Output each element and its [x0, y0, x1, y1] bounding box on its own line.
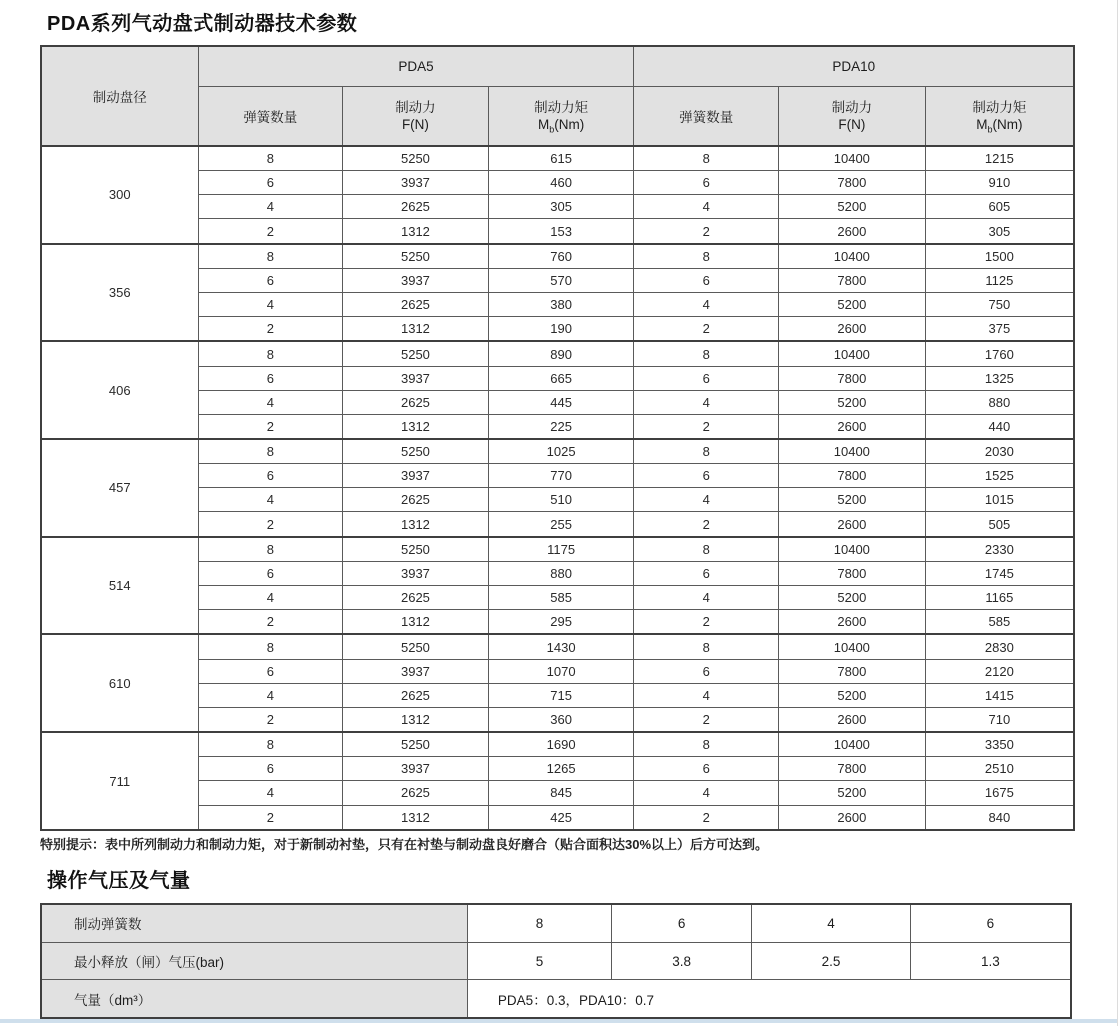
- value-cell: 6: [634, 366, 779, 390]
- table-row: [41, 980, 1071, 1018]
- value-cell: 2120: [925, 659, 1074, 683]
- value-cell: 6: [910, 904, 1071, 942]
- value-cell: 6: [198, 464, 343, 488]
- value-cell: 1015: [925, 488, 1074, 512]
- value-cell: 4: [634, 195, 779, 219]
- value-cell: 760: [488, 244, 634, 269]
- diameter-cell: 711: [41, 732, 198, 830]
- value-cell: 10400: [779, 341, 926, 366]
- value-cell: 615: [488, 146, 634, 171]
- value-cell: 4: [634, 293, 779, 317]
- value-cell: 2: [634, 805, 779, 830]
- spec-row: [41, 732, 1074, 757]
- value-cell: 360: [488, 707, 634, 732]
- value-cell: 10400: [779, 146, 926, 171]
- value-cell: 2: [198, 707, 343, 732]
- value-cell: 4: [634, 488, 779, 512]
- value-cell: 4: [198, 390, 343, 414]
- value-cell: 8: [634, 146, 779, 171]
- value-cell: 570: [488, 268, 634, 292]
- spec-row: [41, 244, 1074, 269]
- value-cell: 2: [198, 610, 343, 635]
- value-cell: 6: [634, 171, 779, 195]
- section2-title: 操作气压及气量: [47, 870, 191, 892]
- value-cell: 1760: [925, 341, 1074, 366]
- value-cell: 4: [198, 781, 343, 805]
- value-cell: 2600: [779, 610, 926, 635]
- value-cell: 6: [612, 904, 752, 942]
- value-cell: 4: [198, 683, 343, 707]
- value-cell: 8: [198, 732, 343, 757]
- value-cell: 10400: [779, 732, 926, 757]
- value-cell: 2625: [343, 586, 489, 610]
- table-row: [41, 942, 1071, 979]
- bottom-accent-bar: [0, 1019, 1117, 1023]
- pda10-torque-header: 制动力矩 $M_b(Nm)$: [925, 86, 1074, 146]
- value-cell: 425: [488, 805, 634, 830]
- value-cell: 440: [925, 414, 1074, 439]
- value-cell: 1312: [343, 414, 489, 439]
- value-cell: 2: [634, 707, 779, 732]
- value-cell: 225: [488, 414, 634, 439]
- air-volume-label: 气量（dm³）: [41, 980, 467, 1018]
- value-cell: 1312: [343, 317, 489, 342]
- value-cell: 305: [488, 195, 634, 219]
- value-cell: 6: [198, 562, 343, 586]
- value-cell: 6: [198, 757, 343, 781]
- value-cell: 1312: [343, 512, 489, 537]
- value-cell: 2625: [343, 781, 489, 805]
- value-cell: 153: [488, 219, 634, 244]
- value-cell: 2600: [779, 707, 926, 732]
- value-cell: 4: [634, 390, 779, 414]
- pda5-group-header: PDA5: [198, 46, 634, 86]
- pda10-group-header: PDA10: [634, 46, 1074, 86]
- value-cell: 5200: [779, 781, 926, 805]
- value-cell: 6: [198, 366, 343, 390]
- value-cell: 8: [634, 439, 779, 464]
- spec-table-head: [41, 46, 1074, 146]
- value-cell: 5250: [343, 634, 489, 659]
- value-cell: 665: [488, 366, 634, 390]
- value-cell: 3350: [925, 732, 1074, 757]
- value-cell: 8: [198, 341, 343, 366]
- value-cell: 8: [198, 537, 343, 562]
- value-cell: 1312: [343, 707, 489, 732]
- value-cell: 5250: [343, 439, 489, 464]
- value-cell: 2: [634, 317, 779, 342]
- value-cell: 4: [198, 586, 343, 610]
- value-cell: 605: [925, 195, 1074, 219]
- value-cell: 2510: [925, 757, 1074, 781]
- value-cell: 750: [925, 293, 1074, 317]
- value-cell: 4: [634, 683, 779, 707]
- value-cell: 2.5: [752, 942, 911, 979]
- value-cell: 190: [488, 317, 634, 342]
- value-cell: 4: [198, 293, 343, 317]
- value-cell: 5200: [779, 390, 926, 414]
- value-cell: 505: [925, 512, 1074, 537]
- value-cell: 2: [634, 610, 779, 635]
- value-cell: 5250: [343, 537, 489, 562]
- value-cell: 1215: [925, 146, 1074, 171]
- value-cell: 255: [488, 512, 634, 537]
- value-cell: 6: [198, 171, 343, 195]
- value-cell: 10400: [779, 244, 926, 269]
- value-cell: 4: [752, 904, 911, 942]
- value-cell: 295: [488, 610, 634, 635]
- value-cell: 8: [634, 537, 779, 562]
- value-cell: 2: [198, 414, 343, 439]
- value-cell: 2: [634, 219, 779, 244]
- value-cell: 5200: [779, 586, 926, 610]
- value-cell: 5250: [343, 146, 489, 171]
- value-cell: 910: [925, 171, 1074, 195]
- value-cell: 890: [488, 341, 634, 366]
- pda5-springs-header: 弹簧数量: [198, 86, 343, 146]
- value-cell: 845: [488, 781, 634, 805]
- value-cell: 6: [634, 562, 779, 586]
- spec-row: [41, 439, 1074, 464]
- value-cell: 2625: [343, 293, 489, 317]
- value-cell: 3937: [343, 464, 489, 488]
- value-cell: 4: [634, 586, 779, 610]
- value-cell: 2: [634, 414, 779, 439]
- pressure-table: [40, 903, 1072, 1019]
- value-cell: 4: [198, 195, 343, 219]
- value-cell: 460: [488, 171, 634, 195]
- value-cell: 10400: [779, 439, 926, 464]
- value-cell: 8: [198, 244, 343, 269]
- value-cell: 4: [634, 781, 779, 805]
- pda5-force-header: 制动力 F(N): [343, 86, 489, 146]
- value-cell: 6: [198, 268, 343, 292]
- value-cell: 1165: [925, 586, 1074, 610]
- value-cell: 7800: [779, 268, 926, 292]
- spec-row: [41, 537, 1074, 562]
- value-cell: 2: [634, 512, 779, 537]
- release-pressure-label: 最小释放（闸）气压(bar): [41, 942, 467, 979]
- value-cell: 1175: [488, 537, 634, 562]
- diameter-cell: 356: [41, 244, 198, 342]
- value-cell: 770: [488, 464, 634, 488]
- value-cell: 3937: [343, 757, 489, 781]
- diameter-cell: 610: [41, 634, 198, 732]
- value-cell: 5250: [343, 341, 489, 366]
- value-cell: 1312: [343, 610, 489, 635]
- value-cell: 1312: [343, 219, 489, 244]
- value-cell: 375: [925, 317, 1074, 342]
- value-cell: 1325: [925, 366, 1074, 390]
- value-cell: 2600: [779, 805, 926, 830]
- value-cell: 5200: [779, 488, 926, 512]
- value-cell: 7800: [779, 464, 926, 488]
- value-cell: 7800: [779, 659, 926, 683]
- value-cell: 4: [198, 488, 343, 512]
- value-cell: 1525: [925, 464, 1074, 488]
- value-cell: 2: [198, 805, 343, 830]
- pda10-springs-header: 弹簧数量: [634, 86, 779, 146]
- value-cell: 6: [634, 464, 779, 488]
- value-cell: 1070: [488, 659, 634, 683]
- value-cell: 710: [925, 707, 1074, 732]
- diameter-cell: 300: [41, 146, 198, 244]
- pda5-torque-header: 制动力矩 $M_b(Nm)$: [488, 86, 634, 146]
- value-cell: 2600: [779, 512, 926, 537]
- value-cell: 2600: [779, 414, 926, 439]
- value-cell: 8: [198, 439, 343, 464]
- value-cell: 8: [467, 904, 611, 942]
- value-cell: 5200: [779, 683, 926, 707]
- value-cell: 8: [634, 244, 779, 269]
- value-cell: 2600: [779, 317, 926, 342]
- value-cell: 8: [634, 732, 779, 757]
- value-cell: 445: [488, 390, 634, 414]
- spring-count-label: 制动弹簧数: [41, 904, 467, 942]
- spec-table: [40, 45, 1075, 831]
- value-cell: 715: [488, 683, 634, 707]
- spec-row: [41, 634, 1074, 659]
- value-cell: 2: [198, 219, 343, 244]
- value-cell: 6: [634, 659, 779, 683]
- value-cell: 6: [634, 757, 779, 781]
- value-cell: 2: [198, 512, 343, 537]
- value-cell: 3.8: [612, 942, 752, 979]
- value-cell: 8: [634, 341, 779, 366]
- value-cell: 7800: [779, 171, 926, 195]
- spec-row: [41, 146, 1074, 171]
- special-note: 特别提示：表中所列制动力和制动力矩，对于新制动衬垫，只有在衬垫与制动盘良好磨合（贴合面积达30%以上）后方可达到。: [40, 837, 769, 852]
- value-cell: 510: [488, 488, 634, 512]
- value-cell: 2330: [925, 537, 1074, 562]
- value-cell: 2030: [925, 439, 1074, 464]
- value-cell: 5250: [343, 732, 489, 757]
- value-cell: 1500: [925, 244, 1074, 269]
- value-cell: 3937: [343, 171, 489, 195]
- value-cell: 8: [198, 146, 343, 171]
- diameter-cell: 514: [41, 537, 198, 635]
- value-cell: 3937: [343, 562, 489, 586]
- diameter-header: 制动盘径: [41, 46, 198, 146]
- value-cell: 8: [634, 634, 779, 659]
- value-cell: 2: [198, 317, 343, 342]
- value-cell: 1025: [488, 439, 634, 464]
- value-cell: 2625: [343, 390, 489, 414]
- value-cell: 7800: [779, 757, 926, 781]
- value-cell: 2625: [343, 683, 489, 707]
- value-cell: 1265: [488, 757, 634, 781]
- value-cell: 5200: [779, 195, 926, 219]
- value-cell: 3937: [343, 659, 489, 683]
- value-cell: 840: [925, 805, 1074, 830]
- value-cell: 1690: [488, 732, 634, 757]
- value-cell: 1675: [925, 781, 1074, 805]
- diameter-cell: 406: [41, 341, 198, 439]
- diameter-cell: 457: [41, 439, 198, 537]
- value-cell: 3937: [343, 366, 489, 390]
- value-cell: 2625: [343, 488, 489, 512]
- value-cell: 1415: [925, 683, 1074, 707]
- value-cell: 7800: [779, 562, 926, 586]
- value-cell: 5200: [779, 293, 926, 317]
- value-cell: 1125: [925, 268, 1074, 292]
- value-cell: 1430: [488, 634, 634, 659]
- value-cell: 1.3: [910, 942, 1071, 979]
- value-cell: 10400: [779, 634, 926, 659]
- value-cell: 7800: [779, 366, 926, 390]
- value-cell: 3937: [343, 268, 489, 292]
- value-cell: 5: [467, 942, 611, 979]
- value-cell: 10400: [779, 537, 926, 562]
- spec-table-body: [41, 146, 1074, 830]
- value-cell: 585: [488, 586, 634, 610]
- value-cell: 305: [925, 219, 1074, 244]
- spec-row: [41, 341, 1074, 366]
- air-volume-value: PDA5：0.3，PDA10：0.7: [467, 980, 1071, 1018]
- value-cell: 1312: [343, 805, 489, 830]
- value-cell: 6: [198, 659, 343, 683]
- value-cell: 1745: [925, 562, 1074, 586]
- value-cell: 880: [488, 562, 634, 586]
- value-cell: 880: [925, 390, 1074, 414]
- table-row: [41, 904, 1071, 942]
- value-cell: 585: [925, 610, 1074, 635]
- value-cell: 380: [488, 293, 634, 317]
- value-cell: 8: [198, 634, 343, 659]
- value-cell: 5250: [343, 244, 489, 269]
- value-cell: 2830: [925, 634, 1074, 659]
- section1-title: PDA系列气动盘式制动器技术参数: [47, 13, 358, 35]
- value-cell: 6: [634, 268, 779, 292]
- value-cell: 2625: [343, 195, 489, 219]
- value-cell: 2600: [779, 219, 926, 244]
- pda10-force-header: 制动力 F(N): [779, 86, 926, 146]
